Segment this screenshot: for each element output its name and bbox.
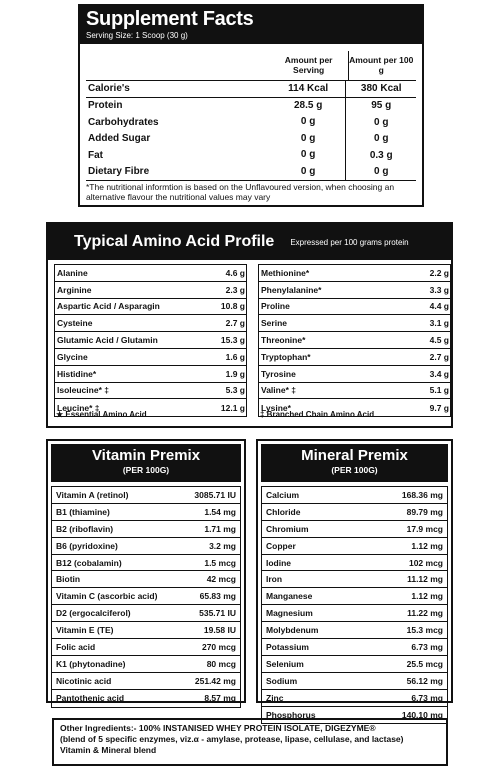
mineral-name: Sodium [266,675,298,686]
amino-acid-row [259,332,450,349]
vitamin-row [52,656,240,673]
nutrient-row [86,164,416,181]
amino-acid-header [48,224,451,260]
mineral-list [261,486,448,724]
amino-acid-value: 4.6 g [225,267,245,278]
amino-acid-panel [46,222,453,428]
amino-acid-value: 12.1 g [220,402,245,413]
vitamin-premix-header [51,444,241,482]
mineral-name: Iron [266,574,283,585]
amino-acid-row [55,366,246,383]
vitamin-premix-sub: (PER 100G) [122,465,170,475]
vitamin-name: Folic acid [56,641,96,652]
nutrient-row [86,131,416,148]
bcaa-key: ‡ Branched Chain Amino Acid [260,410,375,419]
mineral-value: 11.12 mg [407,574,443,585]
mineral-value: 140.10 mg [401,710,443,721]
amino-acid-value: 2.2 g [429,267,449,278]
amino-acid-value: 2.7 g [429,351,449,362]
nutrient-per-100g: 380 Kcal [360,83,402,95]
amino-acid-right-column [258,264,451,417]
vitamin-value: 80 mcg [206,658,236,669]
amino-acid-row [259,265,450,282]
vitamin-value: 270 mcg [201,641,236,652]
amino-acid-value: 2.7 g [225,318,245,329]
mineral-row [262,639,447,656]
vitamin-name: K1 (phytonadine) [56,658,126,669]
mineral-name: Manganese [266,591,313,602]
vitamin-value: 8.57 mg [204,693,236,704]
nutrient-row [86,98,416,115]
mineral-value: 17.9 mcg [406,523,443,534]
vitamin-name: D2 (ergocalciferol) [56,608,131,619]
other-ingredients-line1: Other Ingredients:- 100% INSTANISED WHEY PROTEIN ISOLATE, DIGEZYME® [60,723,376,733]
nutrient-name: Carbohydrates [88,116,159,128]
vitamin-name: Vitamin C (ascorbic acid) [56,591,158,602]
amino-acid-value: 9.7 g [429,402,449,413]
amino-acid-row [55,265,246,282]
amino-acid-value: 2.3 g [225,284,245,295]
amino-acid-name: Leucine* ‡ [57,402,100,413]
amino-acid-name: Glycine [57,351,88,362]
mineral-row [262,521,447,538]
amino-acid-row [259,383,450,400]
amino-acid-value: 15.3 g [220,335,245,346]
mineral-premix-title: Mineral Premix [301,447,408,464]
mineral-value: 25.5 mcg [406,658,443,669]
amino-acid-name: Aspartic Acid / Asparagin [57,301,160,312]
amino-acid-value: 3.1 g [429,318,449,329]
amino-acid-left-column [54,264,247,417]
amino-acid-value: 5.1 g [429,385,449,396]
vitamin-name: Nicotinic acid [56,675,112,686]
supplement-facts-header [80,6,422,44]
amino-acid-row [55,315,246,332]
amino-acid-value: 3.3 g [429,284,449,295]
amino-acid-row [55,349,246,366]
mineral-name: Magnesium [266,608,313,619]
amino-acid-row [259,315,450,332]
supplement-facts-table [86,51,416,180]
vitamin-row [52,588,240,605]
mineral-value: 89.79 mg [406,506,443,517]
mineral-name: Copper [266,540,296,551]
nutrient-per-serving: 28.5 g [271,98,347,115]
amino-acid-value: 3.4 g [429,368,449,379]
other-ingredients [52,718,448,766]
amino-acid-name: Threonine* [261,335,306,346]
mineral-value: 6.73 mg [411,641,443,652]
amino-acid-value: 1.9 g [225,368,245,379]
nutrient-row [86,81,416,98]
mineral-value: 15.3 mcg [406,625,443,636]
vitamin-row [52,605,240,622]
vitamin-row [52,571,240,588]
vitamin-value: 1.5 mcg [204,557,236,568]
mineral-name: Potassium [266,641,309,652]
mineral-name: Chloride [266,506,301,517]
mineral-row [262,588,447,605]
mineral-value: 56.12 mg [406,675,443,686]
nutrient-per-100g: 95 g [371,100,392,112]
mineral-premix-panel [256,439,453,721]
vitamin-name: Pantothenic acid [56,693,125,704]
nutrient-per-100g: 0 g [373,133,389,145]
mineral-row [262,504,447,521]
mineral-value: 102 mcg [408,557,443,568]
mineral-value: 168.36 mg [401,489,443,500]
vitamin-value: 3085.71 IU [194,489,236,500]
amino-acid-name: Arginine [57,284,92,295]
vitamin-name: Biotin [56,574,81,585]
amino-acid-name: Tryptophan* [261,351,311,362]
nutrient-row [86,114,416,131]
vitamin-value: 3.2 mg [209,540,236,551]
vitamin-row [52,538,240,555]
mineral-premix-header [261,444,448,482]
amino-acid-value: 5.3 g [225,385,245,396]
mineral-value: 6.73 mg [411,692,443,703]
mineral-row [262,555,447,572]
amino-acid-value: 10.8 g [220,301,245,312]
amino-acid-row [55,332,246,349]
nutrient-per-serving: 0 g [271,164,347,181]
vitamin-list [51,486,241,708]
nutrient-per-100g: 0 g [373,116,389,128]
vitamin-row [52,673,240,690]
mineral-row [262,622,447,639]
amino-acid-name: Cysteine [57,318,93,329]
mineral-value: 1.12 mg [411,591,443,602]
mineral-row [262,690,447,707]
nutrient-name: Protein [88,100,123,112]
vitamin-row [52,555,240,572]
other-ingredients-line2: (blend of 5 specific enzymes, viz.α - amylase, protease, lipase, cellulase, and lactase) [60,734,404,744]
mineral-name: Phosphorus [266,710,316,721]
nutrient-per-serving: 0 g [271,131,347,148]
mineral-name: Chromium [266,523,309,534]
vitamin-name: B1 (thiamine) [56,506,110,517]
serving-size: Serving Size: 1 Scoop (30 g) [86,31,188,40]
vitamin-row [52,639,240,656]
col-per-100g: Amount per 100 g [349,55,414,75]
vitamin-value: 251.42 mg [194,675,236,686]
nutrient-per-serving: 0 g [271,147,347,164]
vitamin-value: 535.71 IU [199,608,236,619]
amino-acid-subtitle: Expressed per 100 grams protein [290,237,409,247]
vitamin-name: B2 (riboflavin) [56,523,114,534]
vitamin-name: B12 (cobalamin) [56,557,122,568]
amino-acid-name: Lysine* [261,402,291,413]
supplement-facts-column-headers [86,51,416,81]
mineral-name: Molybdenum [266,625,319,636]
mineral-row [262,571,447,588]
amino-acid-value: 1.6 g [225,351,245,362]
vitamin-premix-panel [46,439,246,703]
nutrition-note: *The nutritional informtion is based on the Unflavoured version, when choosing an alternative flavour the nutritional values may vary [86,182,395,202]
nutrient-name: Fat [88,149,103,161]
vitamin-name: B6 (pyridoxine) [56,540,118,551]
mineral-row [262,656,447,673]
nutrient-per-100g: 0 g [373,166,389,178]
mineral-value: 1.12 mg [411,540,443,551]
nutrient-name: Dietary Fibre [88,166,150,178]
vitamin-row [52,622,240,639]
mineral-value: 11.22 mg [407,608,443,619]
amino-acid-name: Isoleucine* ‡ [57,385,109,396]
vitamin-row [52,690,240,707]
vitamin-value: 1.54 mg [204,506,236,517]
nutrient-per-serving: 114 Kcal [271,81,347,97]
mineral-row [262,538,447,555]
mineral-name: Zinc [266,692,284,703]
amino-acid-value: 4.5 g [429,335,449,346]
mineral-name: Iodine [266,557,292,568]
nutrient-per-100g: 0.3 g [369,149,393,161]
amino-acid-value: 4.4 g [429,301,449,312]
essential-key: ★ Essential Amino Acid [56,410,147,419]
vitamin-name: Vitamin A (retinol) [56,489,129,500]
other-ingredients-line3: Vitamin & Mineral blend [60,745,157,755]
vitamin-value: 65.83 mg [199,591,236,602]
amino-acid-row [55,282,246,299]
amino-acid-row [259,282,450,299]
amino-acid-name: Methionine* [261,267,310,278]
amino-acid-title: Typical Amino Acid Profile [74,233,275,250]
vitamin-value: 1.71 mg [204,523,236,534]
supplement-facts-panel [78,4,424,207]
nutrient-name: Added Sugar [88,133,151,145]
vitamin-value: 19.58 IU [203,625,236,636]
vitamin-row [52,504,240,521]
vitamin-value: 42 mcg [206,574,236,585]
col-per-serving: Amount per Serving [284,55,333,75]
vitamin-row [52,521,240,538]
amino-acid-row [55,383,246,400]
amino-acid-name: Phenylalanine* [261,284,322,295]
amino-acid-name: Histidine* [57,368,97,379]
supplement-facts-title: Supplement Facts [86,8,254,30]
nutrient-per-serving: 0 g [271,114,347,131]
vitamin-name: Vitamin E (TE) [56,625,114,636]
amino-acid-name: Serine [261,318,287,329]
amino-acid-name: Glutamic Acid / Glutamin [57,335,158,346]
amino-acid-row [259,349,450,366]
vitamin-row [52,487,240,504]
amino-acid-row [259,299,450,316]
amino-acid-name: Tyrosine [261,368,296,379]
nutrient-name: Calorie's [88,83,130,95]
amino-acid-name: Alanine [57,267,88,278]
mineral-name: Calcium [266,489,300,500]
amino-acid-row [55,299,246,316]
amino-acid-row [259,366,450,383]
mineral-premix-sub: (PER 100G) [331,465,378,475]
vitamin-premix-title: Vitamin Premix [91,447,201,464]
amino-acid-name: Proline [261,301,290,312]
amino-acid-name: Valine* ‡ [261,385,296,396]
mineral-name: Selenium [266,658,304,669]
mineral-row [262,605,447,622]
nutrient-row [86,147,416,164]
mineral-row [262,487,447,504]
mineral-row [262,673,447,690]
